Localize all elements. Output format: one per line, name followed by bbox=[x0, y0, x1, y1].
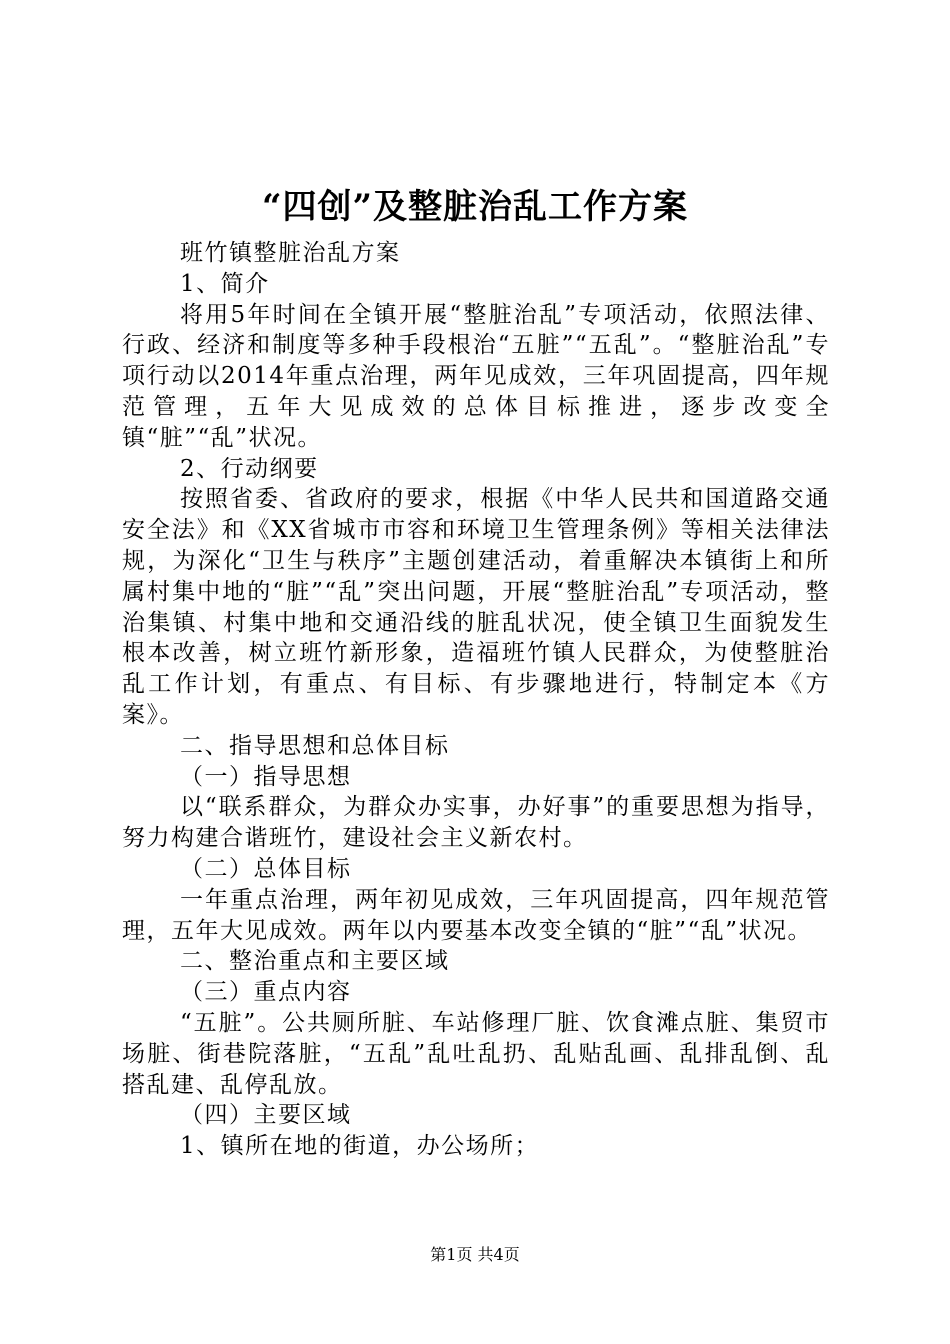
list-item-main-area-1: 1、镇所在地的街道，办公场所； bbox=[180, 1133, 540, 1160]
subsection-heading-key-content: （三）重点内容 bbox=[180, 979, 352, 1006]
page-footer: 第1页 共4页 bbox=[430, 1245, 520, 1264]
paragraph-intro: 将用5年时间在全镇开展“整脏治乱”专项活动，依照法律、行政、经济和制度等多种手段根治“五脏”“五乱”。“整脏治乱”专项行动以2014年重点治理，两年见成效，三年巩固提高，四年规范管理，五年大见成效的总体目标推进，逐步改变全镇“脏”“乱”状况。 bbox=[122, 301, 830, 451]
section-heading-guiding: 二、指导思想和总体目标 bbox=[180, 732, 450, 759]
paragraph-overall-goal: 一年重点治理，两年初见成效，三年巩固提高，四年规范管理，五年大见成效。两年以内要基本改变全镇的“脏”“乱”状况。 bbox=[122, 886, 830, 944]
section-heading-intro: 1、简介 bbox=[180, 270, 270, 297]
subsection-heading-guiding-thought: （一）指导思想 bbox=[180, 763, 352, 790]
paragraph-subtitle: 班竹镇整脏治乱方案 bbox=[180, 240, 401, 266]
subsection-heading-main-areas: （四）主要区域 bbox=[180, 1102, 352, 1129]
document-title: “四创”及整脏治乱工作方案 bbox=[261, 187, 689, 227]
document-body bbox=[122, 238, 830, 1162]
paragraph-key-content: “五脏”。公共厕所脏、车站修理厂脏、饮食滩点脏、集贸市场脏、街巷院落脏，“五乱”乱吐乱扔、乱贴乱画、乱排乱倒、乱搭乱建、乱停乱放。 bbox=[122, 1009, 830, 1098]
section-heading-outline: 2、行动纲要 bbox=[180, 455, 319, 482]
paragraph-guiding-thought: 以“联系群众，为群众办实事，办好事”的重要思想为指导，努力构建合谐班竹，建设社会主义新农村。 bbox=[122, 794, 830, 852]
subsection-heading-overall-goal: （二）总体目标 bbox=[180, 855, 352, 882]
section-heading-key-areas: 二、整治重点和主要区域 bbox=[180, 948, 450, 975]
paragraph-outline: 按照省委、省政府的要求，根据《中华人民共和国道路交通安全法》和《XX省城市市容和环境卫生管理条例》等相关法律法规，为深化“卫生与秩序”主题创建活动，着重解决本镇街上和所属村集中地的“脏”“乱”突出问题，开展“整脏治乱”专项活动，整治集镇、村集中地和交通沿线的脏乱状况，使全镇卫生面貌发生根本改善，树立班竹新形象，造福班竹镇人民群众，为使整脏治乱工作计划，有重点、有目标、有步骤地进行，特制定本《方案》。 bbox=[122, 486, 830, 728]
